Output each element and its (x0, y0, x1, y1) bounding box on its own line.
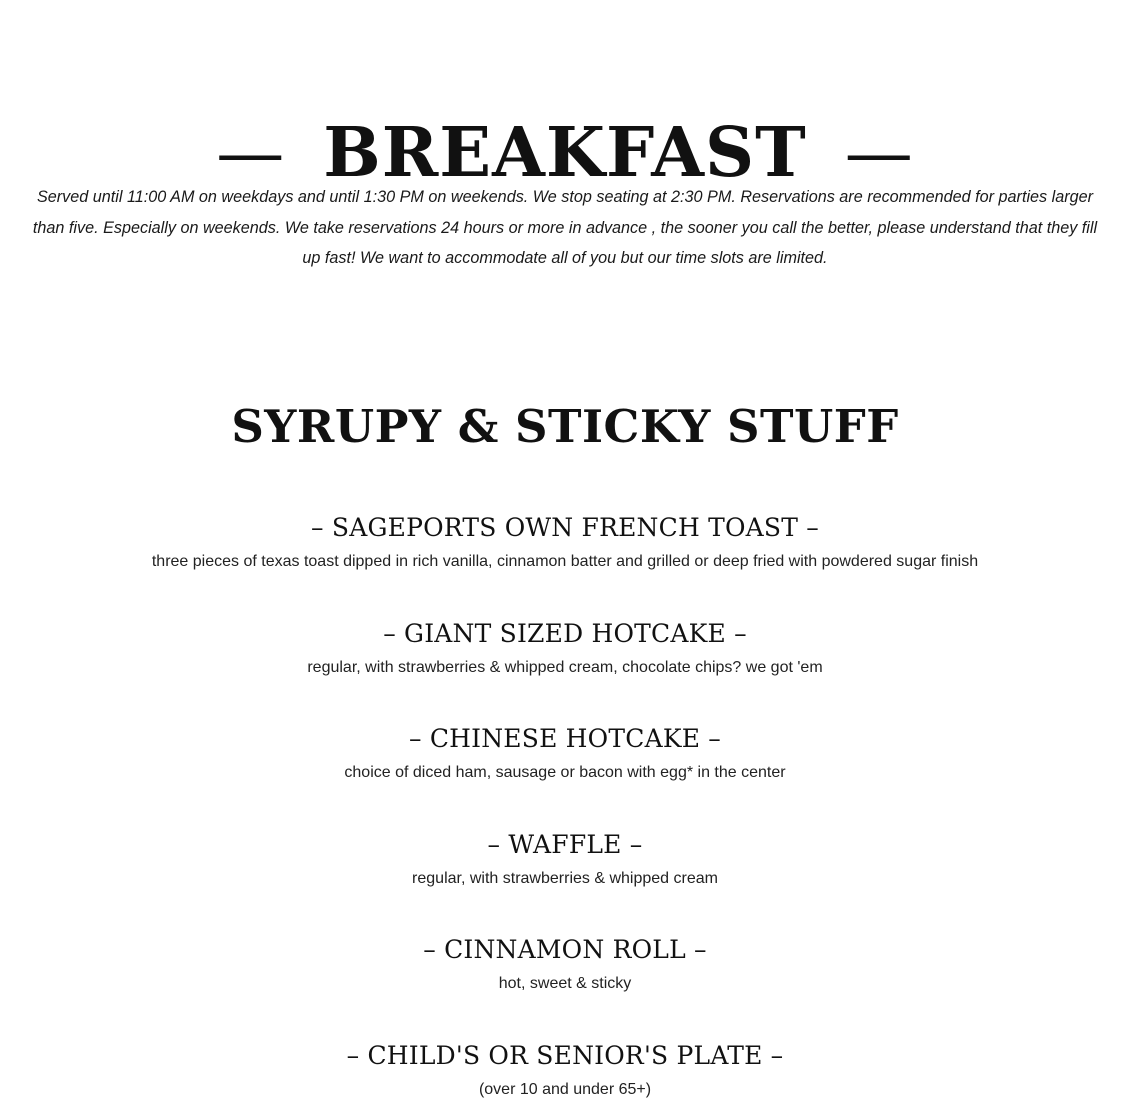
menu-item-description: (over 10 and under 65+) (478, 1081, 652, 1098)
menu-item-description: choice of diced ham, sausage or bacon with egg* in the center (344, 764, 786, 781)
menu-item-description: hot, sweet & sticky (498, 975, 632, 992)
menu-item-name: – GIANT SIZED HOTCAKE – (383, 619, 747, 648)
section-title: SYRUPY & STICKY STUFF (231, 400, 899, 453)
title-text: BREAKFAST (323, 112, 807, 193)
menu-item-name: – CHINESE HOTCAKE – (408, 724, 722, 753)
menu-item-chinese-hotcake (0, 721, 1130, 784)
menu-item-cinnamon-roll (0, 932, 1130, 995)
menu-item-description: regular, with strawberries & whipped cream, chocolate chips? we got 'em (307, 659, 823, 676)
menu-item-name: – WAFFLE – (487, 830, 643, 859)
menu-item-name: – CHILD'S OR SENIOR'S PLATE – (346, 1041, 784, 1070)
title-dash-right: — (844, 113, 914, 193)
title-dash-left: — (216, 113, 286, 193)
menu-item-name: – SAGEPORTS OWN FRENCH TOAST – (311, 513, 819, 542)
menu-item-name: – CINNAMON ROLL – (423, 935, 707, 964)
menu-item-waffle (0, 827, 1130, 890)
menu-item-french-toast (0, 510, 1130, 573)
menu-item-description: three pieces of texas toast dipped in rich vanilla, cinnamon batter and grilled or deep fried with powdered sugar finish (151, 553, 979, 570)
intro-text: Served until 11:00 AM on weekdays and until 1:30 PM on weekends. We stop seating at 2:30 PM. Reservations are recommended for parties larger than five. Especially on weekends. We take reservations 24 hours or more in advance , the sooner you call the better, please understand that they fill up fast! We want to accommodate all of you but our time slots are limited. (32, 188, 1098, 267)
menu-item-description: regular, with strawberries & whipped cream (412, 870, 718, 887)
menu-item-giant-hotcake (0, 616, 1130, 679)
